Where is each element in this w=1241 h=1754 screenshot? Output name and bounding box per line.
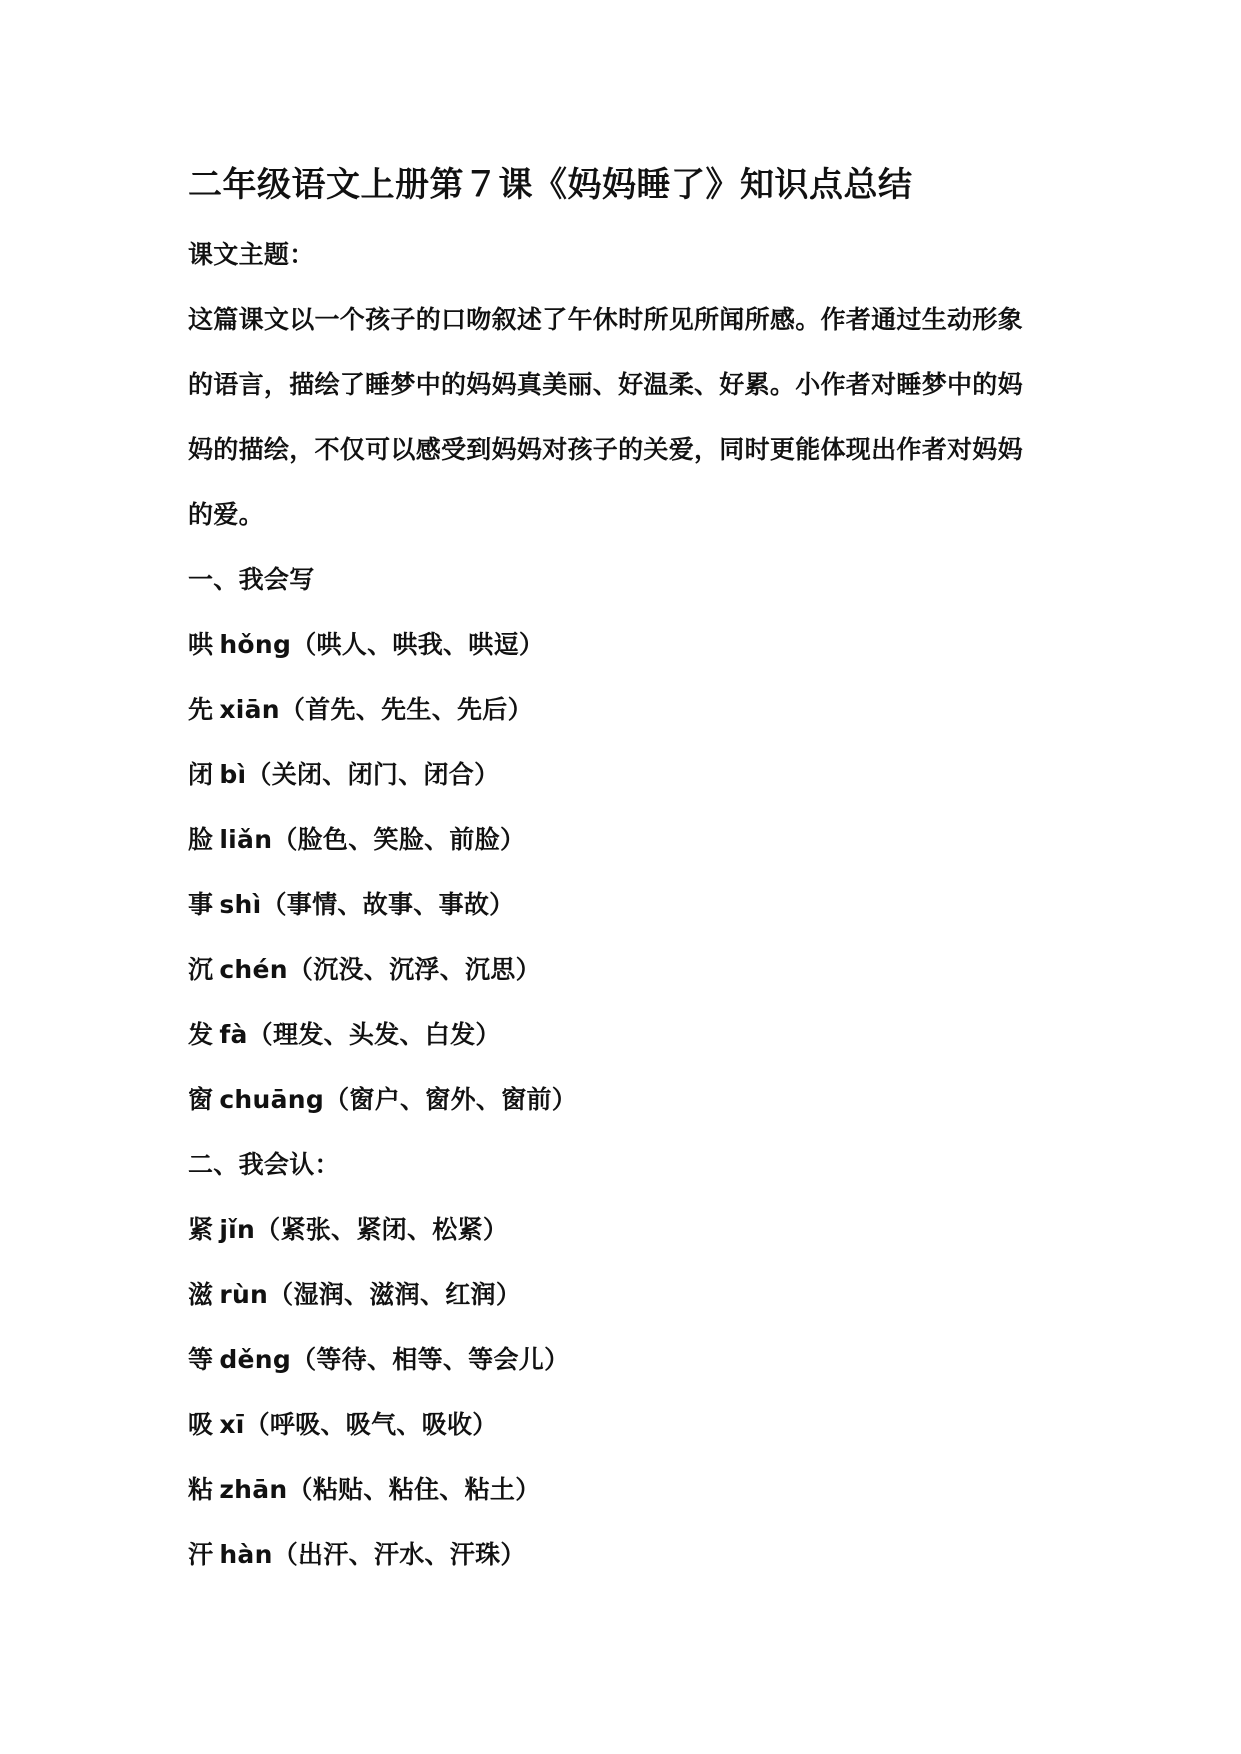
entry-char: 粘 <box>188 1475 214 1504</box>
entry-char: 滋 <box>188 1280 214 1309</box>
entry-char: 汗 <box>188 1540 214 1569</box>
theme-heading: 课文主题： <box>188 240 315 269</box>
entry-pinyin: xī <box>219 1410 245 1439</box>
vocab-entry <box>188 1457 1068 1522</box>
entry-char: 闭 <box>188 760 214 789</box>
section-heading-write: 一、我会写 <box>188 565 315 594</box>
entry-words: （脸色、笑脸、前脸） <box>272 825 526 854</box>
entry-pinyin: hàn <box>219 1540 273 1569</box>
entry-words: （湿润、滋润、红润） <box>268 1280 522 1309</box>
entry-char: 哄 <box>188 630 214 659</box>
entry-char: 先 <box>188 695 214 724</box>
theme-line: 的爱。 <box>188 500 264 529</box>
section-heading-recognize: 二、我会认： <box>188 1150 340 1179</box>
entry-words: （首先、先生、先后） <box>279 695 533 724</box>
entry-char: 窗 <box>188 1085 214 1114</box>
entry-words: （哄人、哄我、哄逗） <box>291 630 545 659</box>
vocab-entry <box>188 807 1068 872</box>
theme-line: 这篇课文以一个孩子的口吻叙述了午休时所见所闻所感。作者通过生动形象 <box>188 305 1023 334</box>
entry-pinyin: jǐn <box>219 1215 256 1244</box>
entry-pinyin: fà <box>219 1020 248 1049</box>
entry-pinyin: xiān <box>219 695 280 724</box>
vocab-entry <box>188 872 1068 937</box>
entry-words: （事情、故事、事故） <box>261 890 515 919</box>
entry-pinyin: chuāng <box>219 1085 325 1114</box>
entry-words: （出汗、汗水、汗珠） <box>272 1540 526 1569</box>
entry-pinyin: rùn <box>219 1280 269 1309</box>
entry-words: （等待、相等、等会儿） <box>291 1345 570 1374</box>
entry-char: 发 <box>188 1020 214 1049</box>
vocab-entry <box>188 1002 1068 1067</box>
entry-char: 沉 <box>188 955 214 984</box>
entry-pinyin: děng <box>219 1345 292 1374</box>
vocab-entry <box>188 1067 1068 1132</box>
entry-words: （理发、头发、白发） <box>247 1020 501 1049</box>
entry-words: （紧张、紧闭、松紧） <box>255 1215 509 1244</box>
vocab-entry <box>188 1522 1068 1587</box>
entry-char: 脸 <box>188 825 214 854</box>
entry-words: （呼吸、吸气、吸收） <box>244 1410 498 1439</box>
entry-pinyin: liǎn <box>219 825 273 854</box>
entry-pinyin: zhān <box>219 1475 288 1504</box>
vocab-entry <box>188 612 1068 677</box>
page-title: 二年级语文上册第７课《妈妈睡了》知识点总结 <box>188 165 913 205</box>
entry-pinyin: hǒng <box>219 630 292 659</box>
entry-pinyin: shì <box>219 890 262 919</box>
vocab-entry <box>188 1262 1068 1327</box>
document-page <box>188 160 1068 1587</box>
vocab-entry <box>188 937 1068 1002</box>
entry-char: 吸 <box>188 1410 214 1439</box>
theme-line: 妈的描绘，不仅可以感受到妈妈对孩子的关爱，同时更能体现出作者对妈妈 <box>188 435 1023 464</box>
entry-pinyin: bì <box>219 760 247 789</box>
entry-words: （沉没、沉浮、沉思） <box>287 955 541 984</box>
entry-char: 紧 <box>188 1215 214 1244</box>
vocab-entry <box>188 677 1068 742</box>
vocab-entry <box>188 742 1068 807</box>
vocab-entry <box>188 1197 1068 1262</box>
entry-pinyin: chén <box>219 955 288 984</box>
theme-line: 的语言，描绘了睡梦中的妈妈真美丽、好温柔、好累。小作者对睡梦中的妈 <box>188 370 1023 399</box>
entry-words: （关闭、闭门、闭合） <box>246 760 500 789</box>
entry-char: 事 <box>188 890 214 919</box>
entry-char: 等 <box>188 1345 214 1374</box>
vocab-entry <box>188 1327 1068 1392</box>
entry-words: （窗户、窗外、窗前） <box>324 1085 578 1114</box>
theme-paragraph <box>188 287 1068 547</box>
vocab-entry <box>188 1392 1068 1457</box>
entry-words: （粘贴、粘住、粘土） <box>287 1475 541 1504</box>
